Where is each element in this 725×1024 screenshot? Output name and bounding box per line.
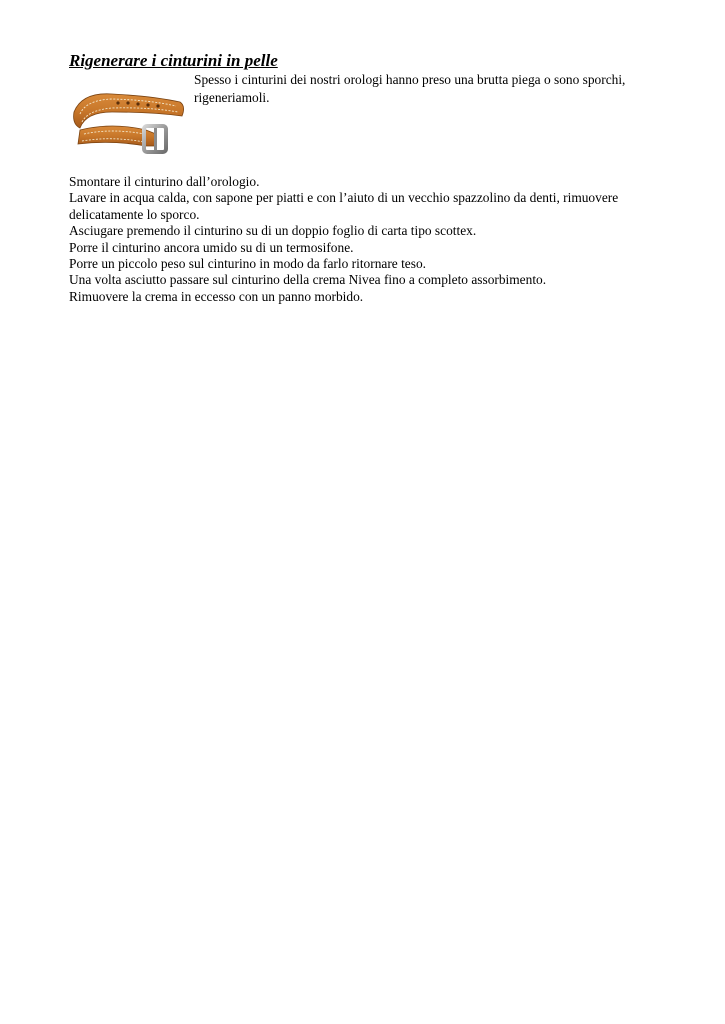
leather-strap-icon <box>72 72 186 162</box>
instruction-step: Rimuovere la crema in eccesso con un panno morbido. <box>69 288 364 304</box>
intro-paragraph: Spesso i cinturini dei nostri orologi hanno preso una brutta piega o sono sporchi, rigeneriamoli. <box>194 72 626 105</box>
instruction-step: Porre il cinturino ancora umido su di un termosifone. <box>69 239 354 255</box>
instruction-step: Lavare in acqua calda, con sapone per piatti e con l’aiuto di un vecchio spazzolino da denti, rimuovere delicatamente lo sporco. <box>69 190 619 222</box>
instruction-step: Asciugare premendo il cinturino su di un doppio foglio di carta tipo scottex. <box>69 223 477 239</box>
instruction-step: Smontare il cinturino dall’orologio. <box>69 174 260 189</box>
instruction-list <box>69 174 669 305</box>
instruction-step: Una volta asciutto passare sul cinturino della crema Nivea fino a completo assorbimento. <box>69 272 547 288</box>
leather-strap-image <box>72 72 186 162</box>
instruction-step: Porre un piccolo peso sul cinturino in modo da farlo ritornare teso. <box>69 256 426 272</box>
document-title: Rigenerare i cinturini in pelle <box>69 51 278 70</box>
